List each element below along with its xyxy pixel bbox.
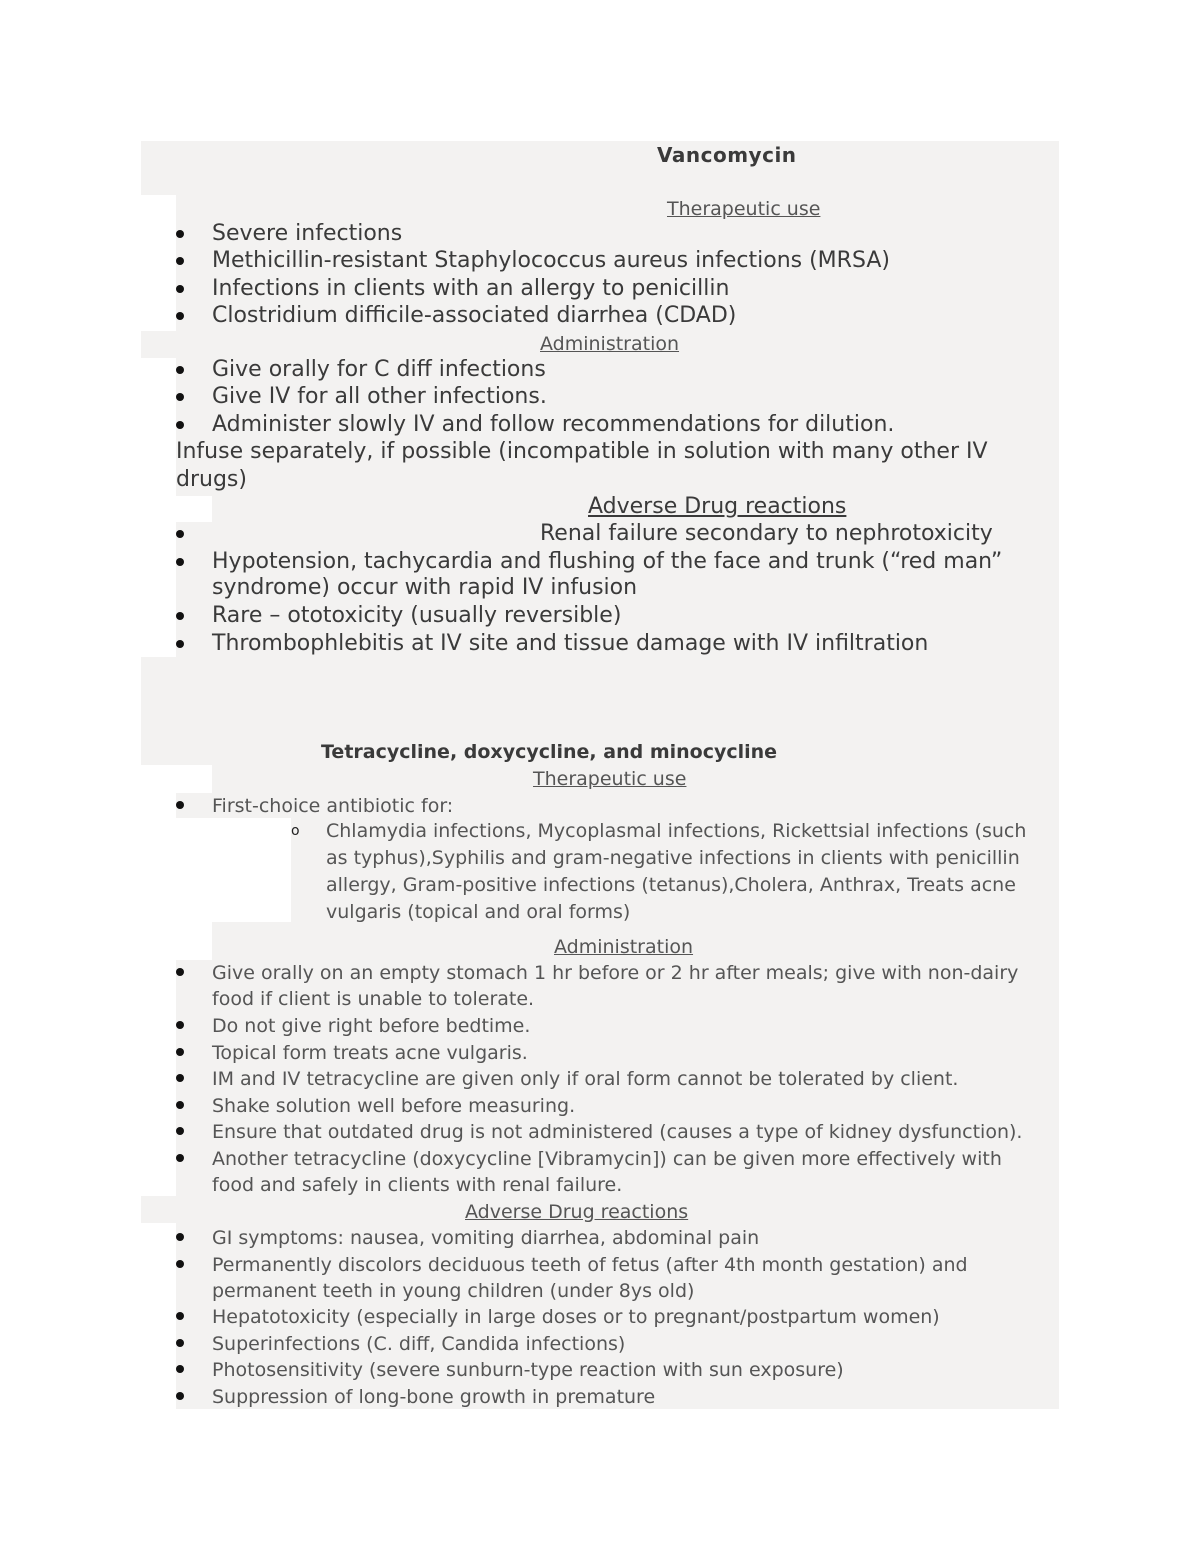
bullet bbox=[176, 1233, 184, 1241]
adverse-item: Rare – ototoxicity (usually reversible) bbox=[212, 603, 622, 628]
administration-heading: Administration bbox=[540, 333, 680, 355]
administration-item: Give orally for C diff infections bbox=[212, 357, 546, 382]
bullet bbox=[176, 1392, 184, 1400]
administration-item: IM and IV tetracycline are given only if oral form cannot be tolerated by client. bbox=[212, 1068, 959, 1090]
bullet bbox=[176, 230, 184, 238]
bullet bbox=[176, 1074, 184, 1082]
adverse-item: Suppression of long-bone growth in premature bbox=[212, 1386, 656, 1408]
bullet bbox=[176, 1101, 184, 1109]
adverse-reactions-heading: Adverse Drug reactions bbox=[465, 1201, 689, 1223]
adverse-item: permanent teeth in young children (under 8ys old) bbox=[212, 1280, 695, 1302]
bullet bbox=[176, 393, 184, 401]
indication-line: allergy, Gram-positive infections (tetanus),Cholera, Anthrax, Treats acne bbox=[326, 874, 1016, 896]
adverse-reactions-heading: Adverse Drug reactions bbox=[588, 494, 847, 519]
bullet bbox=[176, 558, 184, 566]
bullet bbox=[176, 366, 184, 374]
adverse-item: syndrome) occur with rapid IV infusion bbox=[212, 575, 638, 600]
first-choice-label: First-choice antibiotic for: bbox=[212, 795, 454, 817]
therapeutic-item: Severe infections bbox=[212, 221, 403, 246]
administration-item: Shake solution well before measuring. bbox=[212, 1095, 576, 1117]
vancomycin-title: Vancomycin bbox=[657, 143, 797, 167]
indication-line: Chlamydia infections, Mycoplasmal infections, Rickettsial infections (such bbox=[326, 820, 1027, 842]
administration-heading: Administration bbox=[554, 936, 694, 958]
infuse-note: Infuse separately, if possible (incompatible in solution with many other IV bbox=[176, 439, 988, 464]
therapeutic-item: Methicillin-resistant Staphylococcus aureus infections (MRSA) bbox=[212, 248, 890, 273]
adverse-item: GI symptoms: nausea, vomiting diarrhea, abdominal pain bbox=[212, 1227, 760, 1249]
bullet bbox=[176, 1260, 184, 1268]
bullet bbox=[176, 421, 184, 429]
adverse-item: Hepatotoxicity (especially in large doses or to pregnant/postpartum women) bbox=[212, 1306, 940, 1328]
bullet bbox=[176, 968, 184, 976]
bullet bbox=[176, 801, 184, 809]
administration-item: Administer slowly IV and follow recommendations for dilution. bbox=[212, 412, 895, 437]
adverse-item: Permanently discolors deciduous teeth of fetus (after 4th month gestation) and bbox=[212, 1254, 968, 1276]
bullet bbox=[176, 1312, 184, 1320]
bullet bbox=[176, 1339, 184, 1347]
administration-item: food if client is unable to tolerate. bbox=[212, 988, 535, 1010]
administration-item: Another tetracycline (doxycycline [Vibramycin]) can be given more effectively with bbox=[212, 1148, 1002, 1170]
bullet bbox=[176, 1048, 184, 1056]
indication-line: vulgaris (topical and oral forms) bbox=[326, 901, 631, 923]
administration-item: Topical form treats acne vulgaris. bbox=[212, 1042, 528, 1064]
shade-block bbox=[141, 141, 1059, 195]
adverse-item: Renal failure secondary to nephrotoxicity bbox=[540, 521, 993, 546]
administration-item: Give IV for all other infections. bbox=[212, 384, 547, 409]
adverse-item: Superinfections (C. diff, Candida infections) bbox=[212, 1333, 626, 1355]
bullet bbox=[176, 1365, 184, 1373]
bullet bbox=[176, 285, 184, 293]
therapeutic-use-heading: Therapeutic use bbox=[533, 768, 687, 790]
administration-item: Give orally on an empty stomach 1 hr before or 2 hr after meals; give with non-dairy bbox=[212, 962, 1019, 984]
bullet bbox=[176, 257, 184, 265]
therapeutic-item: Clostridium difficile-associated diarrhea (CDAD) bbox=[212, 303, 737, 328]
therapeutic-use-heading: Therapeutic use bbox=[667, 198, 821, 220]
bullet bbox=[176, 530, 184, 538]
bullet bbox=[176, 640, 184, 648]
therapeutic-item: Infections in clients with an allergy to penicillin bbox=[212, 276, 730, 301]
administration-item: Ensure that outdated drug is not administered (causes a type of kidney dysfunction). bbox=[212, 1121, 1023, 1143]
bullet bbox=[176, 1127, 184, 1135]
adverse-item: Hypotension, tachycardia and flushing of the face and trunk (“red man” bbox=[212, 549, 1003, 574]
bullet bbox=[176, 612, 184, 620]
bullet bbox=[176, 312, 184, 320]
sub-bullet: o bbox=[291, 823, 300, 839]
adverse-item: Thrombophlebitis at IV site and tissue damage with IV infiltration bbox=[212, 631, 929, 656]
indication-line: as typhus),Syphilis and gram-negative infections in clients with penicillin bbox=[326, 847, 1020, 869]
bullet bbox=[176, 1154, 184, 1162]
tetracycline-title: Tetracycline, doxycycline, and minocycline bbox=[321, 741, 778, 763]
administration-item: Do not give right before bedtime. bbox=[212, 1015, 531, 1037]
adverse-item: Photosensitivity (severe sunburn-type reaction with sun exposure) bbox=[212, 1359, 844, 1381]
administration-item: food and safely in clients with renal failure. bbox=[212, 1174, 623, 1196]
infuse-note: drugs) bbox=[176, 467, 247, 492]
bullet bbox=[176, 1021, 184, 1029]
